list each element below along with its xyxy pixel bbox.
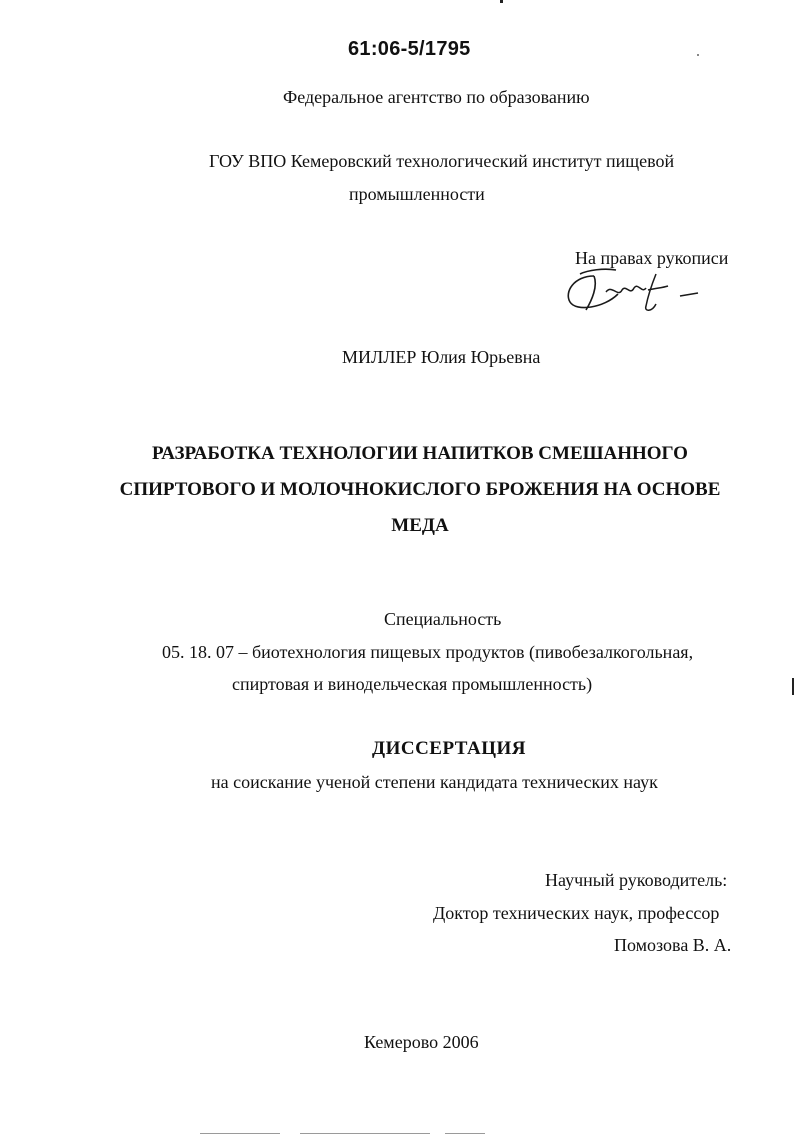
dissertation-title bbox=[110, 436, 730, 544]
supervisor-rank: Доктор технических наук, профессор bbox=[433, 903, 720, 923]
scan-mark-top bbox=[500, 0, 503, 3]
agency-name: Федеральное агентство по образованию bbox=[283, 87, 590, 107]
scan-mark-right bbox=[792, 678, 794, 695]
specialty-label: Специальность bbox=[384, 609, 502, 629]
title-line-1: РАЗРАБОТКА ТЕХНОЛОГИИ НАПИТКОВ СМЕШАННОГО bbox=[152, 443, 688, 464]
degree-text: на соискание ученой степени кандидата технических наук bbox=[211, 772, 658, 792]
institute-line-1: ГОУ ВПО Кемеровский технологический институт пищевой bbox=[209, 151, 675, 171]
institute-line-2: промышленности bbox=[349, 184, 485, 204]
handwritten-signature bbox=[560, 266, 710, 318]
catalog-code: 61:06-5/1795 bbox=[348, 38, 471, 60]
supervisor-name: Помозова В. А. bbox=[614, 935, 732, 955]
title-line-2: СПИРТОВОГО И МОЛОЧНОКИСЛОГО БРОЖЕНИЯ НА ОСНОВЕ bbox=[119, 479, 721, 500]
city-year: Кемерово 2006 bbox=[364, 1032, 479, 1052]
document-type: ДИССЕРТАЦИЯ bbox=[372, 738, 527, 759]
author-name: МИЛЛЕР Юлия Юрьевна bbox=[342, 347, 541, 367]
specialty-line-1: 05. 18. 07 – биотехнология пищевых продуктов (пивобезалкогольная, bbox=[162, 642, 694, 662]
scan-dot bbox=[697, 54, 699, 56]
specialty-line-2: спиртовая и винодельческая промышленность) bbox=[232, 674, 593, 694]
title-line-3: МЕДА bbox=[391, 515, 449, 536]
manuscript-rights: На правах рукописи bbox=[575, 248, 729, 268]
supervisor-label: Научный руководитель: bbox=[545, 870, 728, 890]
